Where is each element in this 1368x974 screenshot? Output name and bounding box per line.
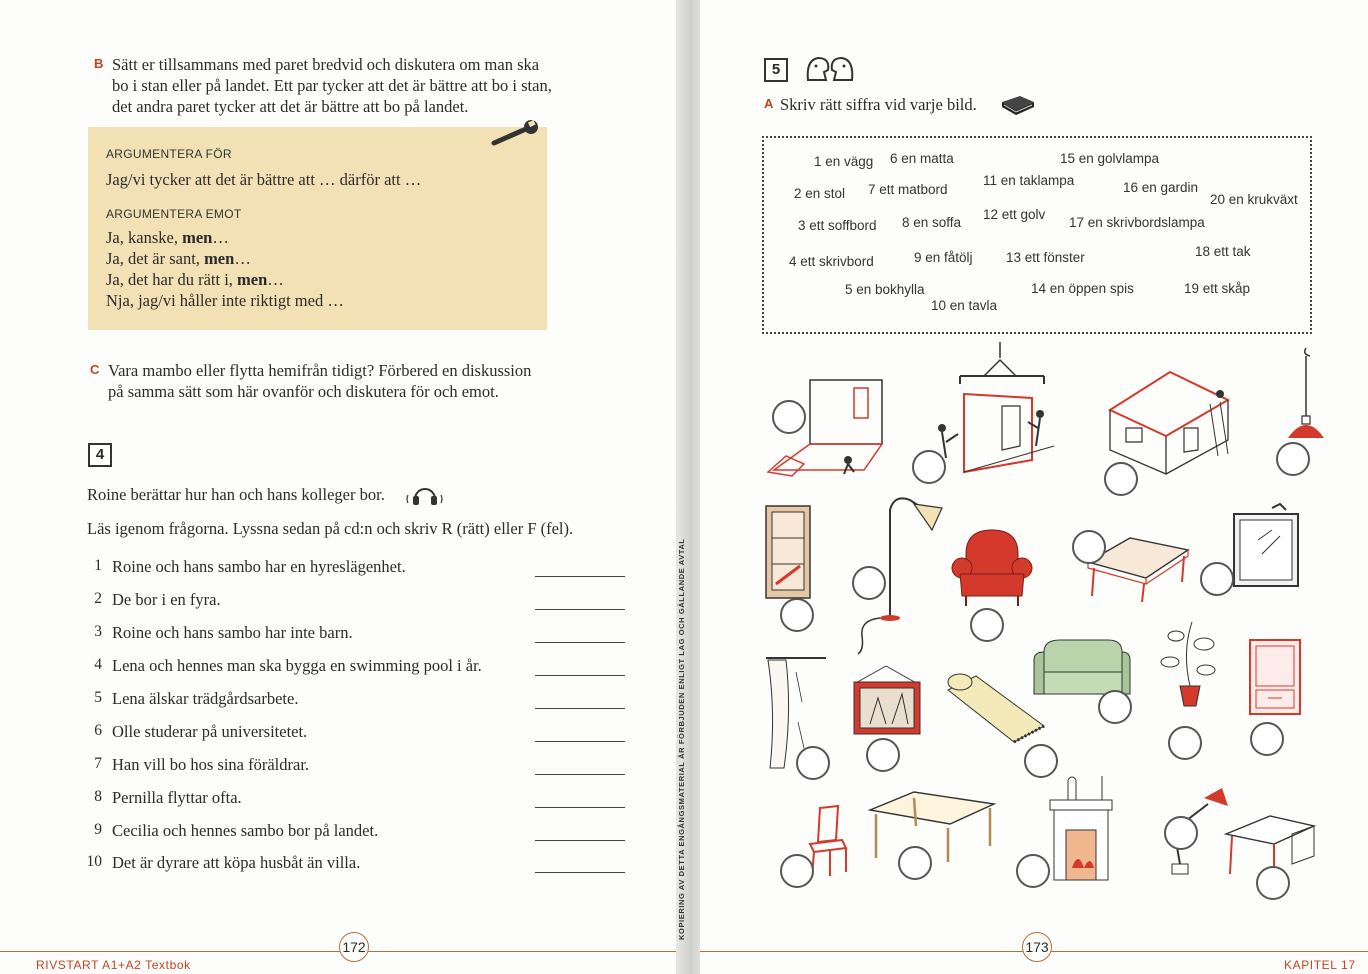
vocabulary-word: 16 en gardin [1123, 180, 1199, 195]
answer-line[interactable] [535, 774, 625, 775]
question-row [80, 689, 640, 711]
answer-line[interactable] [535, 741, 625, 742]
answer-circle[interactable] [796, 746, 830, 780]
answer-circle[interactable] [1072, 530, 1106, 564]
argue-against-phrase: Nja, jag/vi håller inte riktigt med … [106, 291, 344, 310]
question-number: 8 [94, 788, 102, 805]
question-number: 7 [94, 755, 102, 772]
vocabulary-word: 20 en krukväxt [1210, 192, 1298, 207]
argue-for-heading: ARGUMENTERA FÖR [106, 147, 232, 161]
question-row [80, 755, 640, 777]
book-icon [1000, 94, 1036, 116]
question-row [80, 821, 640, 843]
wrench-icon [490, 119, 542, 149]
exercise-4-number: 4 [88, 443, 112, 467]
answer-line[interactable] [535, 872, 625, 873]
answer-circle[interactable] [912, 450, 946, 484]
vocabulary-word: 3 ett soffbord [798, 218, 877, 233]
question-text: Roine och hans sambo har en hyreslägenhet. [112, 557, 406, 576]
answer-circle[interactable] [866, 738, 900, 772]
question-row [80, 656, 640, 678]
vocabulary-word: 2 en stol [794, 186, 846, 201]
plant-illustration [1152, 612, 1222, 722]
question-row [80, 722, 640, 744]
section-b-line: bo i stan eller på landet. Ett par tycker att det är bättre att bo i stan, [112, 76, 552, 95]
page-number: 173 [1022, 932, 1052, 962]
section-b-line: det andra paret tycker att det är bättre att bo på landet. [112, 97, 469, 116]
question-text: Cecilia och hennes sambo bor på landet. [112, 821, 379, 840]
answer-circle[interactable] [898, 846, 932, 880]
answer-line[interactable] [535, 675, 625, 676]
answer-circle[interactable] [1276, 442, 1310, 476]
question-number: 1 [94, 557, 102, 574]
argue-for-phrase: Jag/vi tycker att det är bättre att … därför att … [106, 170, 422, 189]
question-number: 6 [94, 722, 102, 739]
vocabulary-word: 4 ett skrivbord [789, 254, 874, 269]
vocabulary-word: 10 en tavla [931, 298, 998, 313]
question-text: Det är dyrare att köpa husbåt än villa. [112, 853, 361, 872]
section-letter-c: C [90, 362, 100, 377]
argue-against-heading: ARGUMENTERA EMOT [106, 207, 242, 221]
question-text: De bor i en fyra. [112, 590, 221, 609]
answer-circle[interactable] [1250, 722, 1284, 756]
argue-against-phrase: Ja, det har du rätt i, men… [106, 270, 284, 289]
answer-circle[interactable] [1168, 726, 1202, 760]
question-row [80, 853, 640, 875]
question-number: 5 [94, 689, 102, 706]
vocabulary-word: 1 en vägg [814, 154, 874, 169]
vocabulary-word: 6 en matta [890, 151, 954, 166]
chapter-footer: KAPITEL 17 [1284, 958, 1356, 972]
exercise-5-number: 5 [764, 58, 788, 82]
answer-circle[interactable] [852, 566, 886, 600]
vocabulary-word: 9 en fåtölj [914, 250, 973, 265]
question-text: Olle studerar på universitetet. [112, 722, 308, 741]
question-text: Pernilla flyttar ofta. [112, 788, 242, 807]
section-b-line: Sätt er tillsammans med paret bredvid och diskutera om man ska [112, 55, 540, 74]
vocabulary-word: 18 ett tak [1195, 244, 1251, 259]
question-number: 3 [94, 623, 102, 640]
answer-circle[interactable] [780, 598, 814, 632]
answer-line[interactable] [535, 609, 625, 610]
answer-circle[interactable] [772, 400, 806, 434]
question-row [80, 590, 640, 612]
question-row [80, 788, 640, 810]
vocabulary-word: 17 en skrivbordslampa [1069, 215, 1205, 230]
answer-circle[interactable] [1256, 866, 1290, 900]
argue-against-phrase: Ja, kanske, men… [106, 228, 229, 247]
answer-circle[interactable] [1016, 854, 1050, 888]
argue-against-list [106, 227, 344, 311]
answer-circle[interactable] [780, 854, 814, 888]
answer-circle[interactable] [1098, 690, 1132, 724]
vocabulary-word: 19 ett skåp [1184, 281, 1251, 296]
exercise-4-instruction: Läs igenom frågorna. Lyssna sedan på cd:n och skriv R (rätt) eller F (fel). [87, 519, 574, 538]
vocabulary-word: 12 ett golv [983, 207, 1046, 222]
section-letter-b: B [94, 56, 104, 71]
vocabulary-word: 5 en bokhylla [845, 282, 925, 297]
answer-circle[interactable] [1104, 462, 1138, 496]
argue-against-phrase: Ja, det är sant, men… [106, 249, 251, 268]
answer-line[interactable] [535, 708, 625, 709]
answer-line[interactable] [535, 642, 625, 643]
vocabulary-word: 11 en taklampa [983, 173, 1075, 188]
vocabulary-word: 7 ett matbord [868, 182, 948, 197]
question-text: Roine och hans sambo har inte barn. [112, 623, 353, 642]
question-text: Lena och hennes man ska bygga en swimming pool i år. [112, 656, 482, 675]
dining-table-illustration [864, 786, 1000, 866]
answer-line[interactable] [535, 840, 625, 841]
vocabulary-word: 14 en öppen spis [1031, 281, 1134, 296]
copyright-notice: KOPIERING AV DETTA ENGÅNGSMATERIAL ÄR FÖRBJUDEN ENLIGT LAG OCH GÄLLANDE AVTAL [677, 538, 686, 940]
question-number: 4 [94, 656, 102, 673]
answer-line[interactable] [535, 576, 625, 577]
section-c-line: Vara mambo eller flytta hemifrån tidigt? Förbered en diskussion [108, 361, 532, 380]
vocabulary-word: 15 en golvlampa [1060, 151, 1160, 166]
exercise-4-intro: Roine berättar hur han och hans kolleger bor. [87, 484, 445, 507]
answer-circle[interactable] [1164, 816, 1198, 850]
cupboard-illustration [1246, 634, 1306, 724]
footer-rule [0, 951, 676, 952]
page-number: 172 [339, 932, 369, 962]
speaking-faces-icon [804, 54, 856, 84]
ceiling-lamp-illustration [1282, 346, 1332, 446]
answer-circle[interactable] [1200, 562, 1234, 596]
question-row [80, 623, 640, 645]
question-text: Lena älskar trädgårdsarbete. [112, 689, 299, 708]
vocabulary-word: 8 en soffa [902, 215, 962, 230]
question-number: 9 [94, 821, 102, 838]
headphones-icon [405, 485, 445, 507]
right-page [700, 0, 1368, 974]
question-number: 2 [94, 590, 102, 607]
window-illustration [1228, 500, 1308, 592]
section-a-instruction: Skriv rätt siffra vid varje bild. [780, 95, 977, 114]
argument-box [88, 127, 547, 330]
vocabulary-word: 13 ett fönster [1006, 250, 1085, 265]
answer-circle[interactable] [1024, 744, 1058, 778]
section-letter-a: A [764, 96, 774, 111]
question-number: 10 [86, 853, 102, 870]
armchair-illustration [952, 524, 1036, 610]
painting-illustration [850, 664, 924, 740]
fireplace-illustration [1046, 770, 1116, 890]
section-c-line: på samma sätt som här ovanför och diskutera för och emot. [108, 382, 499, 401]
answer-line[interactable] [535, 807, 625, 808]
question-row [80, 557, 640, 579]
answer-circle[interactable] [970, 608, 1004, 642]
bookshelf-illustration [762, 504, 822, 604]
question-text: Han vill bo hos sina föräldrar. [112, 755, 310, 774]
book-title-footer: RIVSTART A1+A2 Textbok [36, 958, 191, 972]
